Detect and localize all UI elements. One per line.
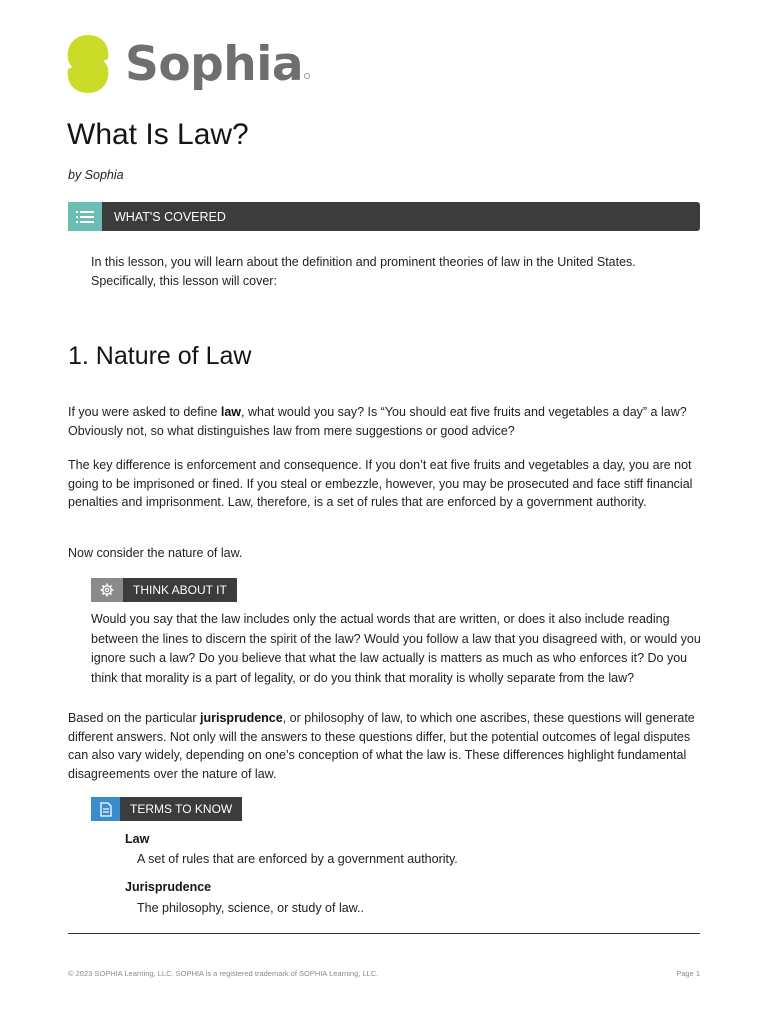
term-name: Law bbox=[125, 832, 150, 846]
footer-divider bbox=[68, 933, 700, 934]
paragraph-text: Based on the particular bbox=[68, 711, 201, 725]
think-about-it-tag bbox=[91, 578, 237, 602]
think-about-it-text: Would you say that the law includes only the actual words that are written, or does it also include reading between the lines to discern the spirit of the law? Would you follow a law that you disagreed with, or would you ignore such a law? Do you believe that what the law actually is matters as much as who enforces it? Do you think that morality is a part of legality, or do you think that morality is wholly separate from the law? bbox=[91, 612, 701, 685]
byline: by Sophia bbox=[68, 168, 124, 182]
terms-to-know-label: TERMS TO KNOW bbox=[130, 802, 233, 816]
paragraph-consider: Now consider the nature of law. bbox=[68, 546, 243, 560]
term-jurisprudence-bold: jurisprudence bbox=[200, 711, 283, 725]
covered-text: In this lesson, you will learn about the definition and prominent theories of law in the United States. Specifically, this lesson will cover: bbox=[91, 255, 636, 288]
covered-intro bbox=[91, 253, 691, 291]
term-definition: The philosophy, science, or study of law.. bbox=[137, 901, 364, 915]
paragraph-define-law bbox=[68, 403, 700, 440]
terms-to-know-tag bbox=[91, 797, 242, 821]
paragraph-enforcement: The key difference is enforcement and consequence. If you don’t eat five fruits and vegetables a day, you are not going to be imprisoned or fined. If you steal or embezzle, however, you may be prosecuted and face stiff financial penalties and imprisonment. Law, therefore, is a set of rules that are enforced by a government authority. bbox=[68, 458, 693, 509]
paragraph-text: , or philosophy of law, to which one ascribes, these questions will generate different answers. Not only will the answers to these questions differ, but the potential outcomes of legal disputes can also vary widely, depending on one’s conception of what the law is. These differences highlight fundamental disagreements over the nature of law. bbox=[68, 711, 695, 781]
paragraph-jurisprudence bbox=[68, 709, 700, 783]
gear-icon bbox=[91, 578, 123, 602]
registered-mark-icon bbox=[304, 73, 310, 79]
whats-covered-banner bbox=[68, 202, 700, 231]
document-icon bbox=[91, 797, 120, 821]
term-definition: A set of rules that are enforced by a government authority. bbox=[137, 852, 458, 866]
footer-copyright: © 2023 SOPHIA Learning, LLC. SOPHIA is a registered trademark of SOPHIA Learning, LLC. bbox=[68, 969, 379, 978]
page-title: What Is Law? bbox=[67, 118, 249, 151]
logo-wordmark: Sophia bbox=[125, 36, 304, 92]
whats-covered-label: WHAT'S COVERED bbox=[114, 209, 226, 224]
think-about-it-label: THINK ABOUT IT bbox=[133, 583, 227, 597]
paragraph-text: , what would you say? Is “You should eat five fruits and vegetables a day” a law? Obviously not, so what distinguishes law from mere suggestions or good advice? bbox=[68, 405, 687, 438]
sophia-mark-icon bbox=[66, 33, 110, 95]
list-icon bbox=[68, 202, 102, 231]
page-number: Page 1 bbox=[676, 969, 700, 978]
paragraph-text: If you were asked to define bbox=[68, 405, 221, 419]
sophia-logo bbox=[66, 33, 310, 95]
term-name: Jurisprudence bbox=[125, 880, 212, 894]
section-heading: 1. Nature of Law bbox=[68, 342, 252, 370]
term-law-bold: law bbox=[220, 405, 242, 419]
